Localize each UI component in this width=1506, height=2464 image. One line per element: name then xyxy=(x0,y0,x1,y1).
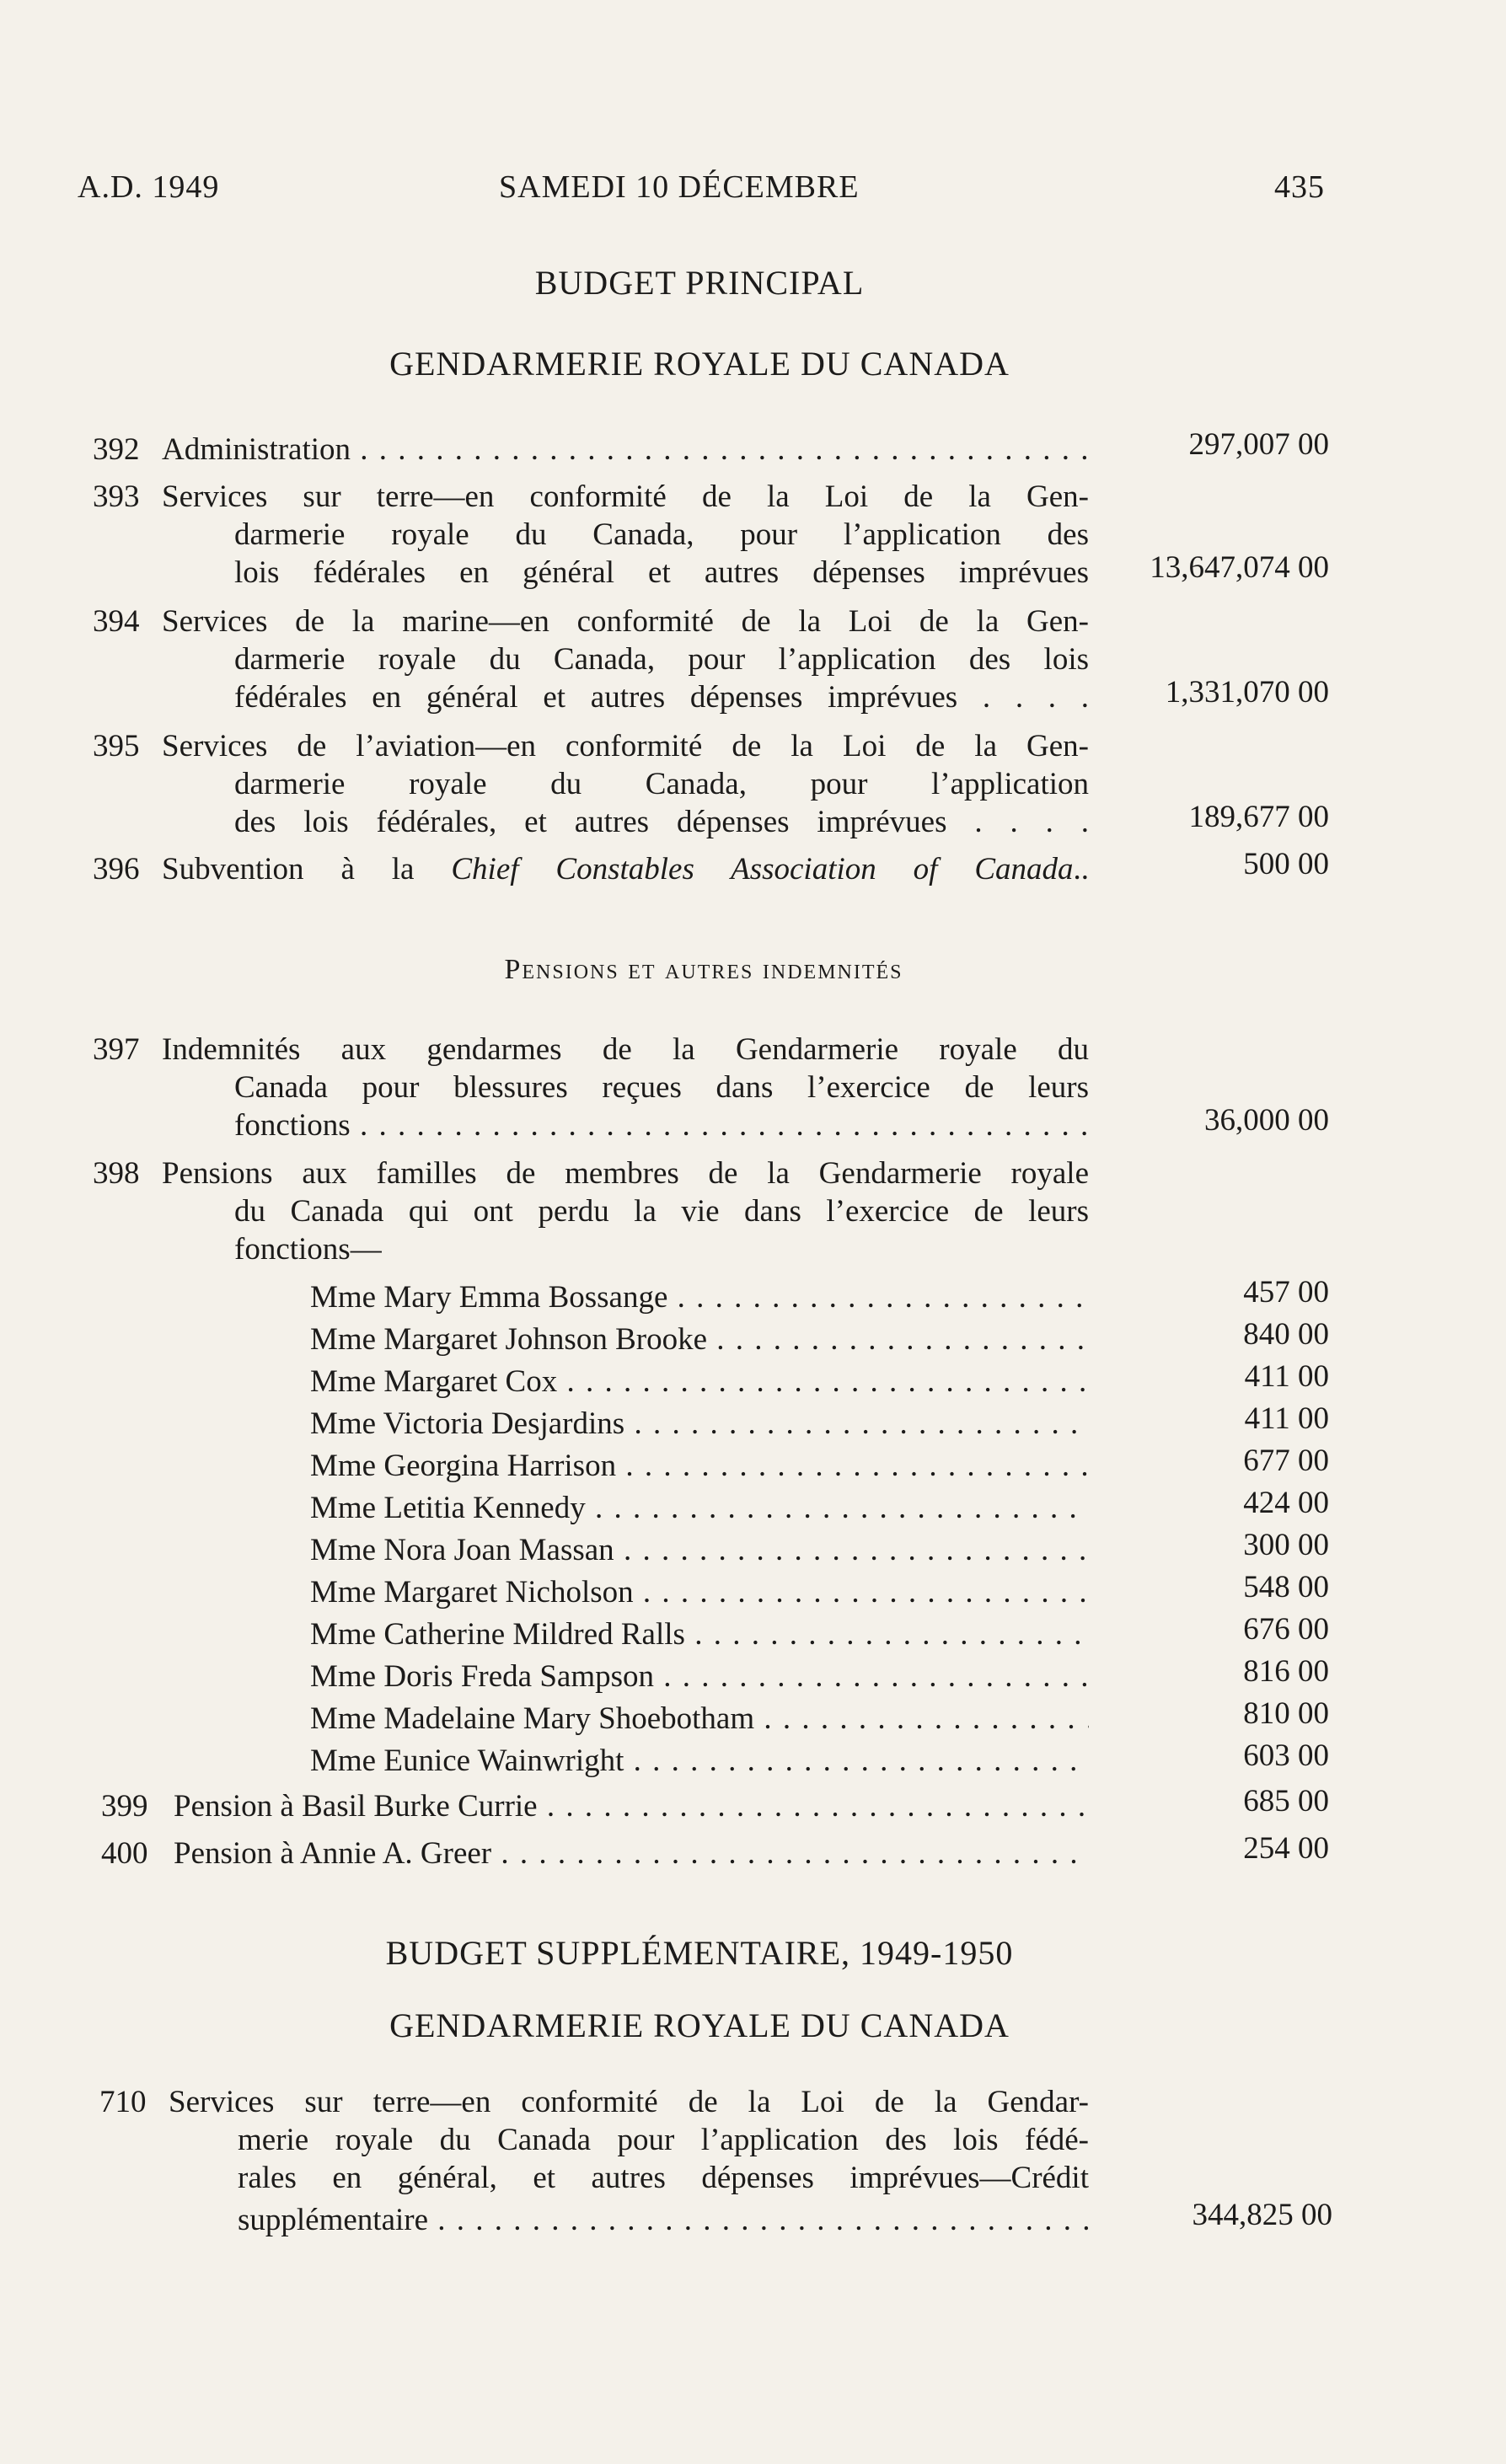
item-number: 398 xyxy=(93,1156,140,1191)
item-text: Pensions aux familles de membres de la Gendarmerie royale xyxy=(162,1156,1089,1191)
pension-name: Mme Letitia Kennedy . . . xyxy=(310,1490,1089,1527)
pension-name: Mme Madelaine Mary Shoebotham . . . xyxy=(310,1701,1089,1738)
pension-amount: 676 00 xyxy=(1243,1612,1329,1647)
running-header-title: SAMEDI 10 DÉCEMBRE xyxy=(499,169,860,205)
pension-name: Mme Eunice Wainwright . . . xyxy=(310,1743,1089,1780)
pension-name: Mme Georgina Harrison . . . xyxy=(310,1448,1089,1485)
item-number: 397 xyxy=(93,1032,140,1067)
item-text: supplémentaire . . . xyxy=(238,2202,1089,2239)
item-text: Pension à Annie A. Greer . . . xyxy=(174,1835,1089,1872)
pension-amount: 603 00 xyxy=(1243,1738,1329,1773)
item-text: fédérales en général et autres dépenses imprévues . . . . xyxy=(234,680,1089,715)
pension-name: Mme Victoria Desjardins . . . xyxy=(310,1406,1089,1443)
item-text: darmerie royale du Canada, pour l’application des xyxy=(234,517,1089,552)
pension-name: Mme Nora Joan Massan . . . xyxy=(310,1532,1089,1569)
item-text: merie royale du Canada pour l’application des lois fédé- xyxy=(238,2123,1089,2157)
item-text: Services de l’aviation—en conformité de la Loi de la Gen- xyxy=(162,729,1089,763)
item-text: darmerie royale du Canada, pour l’application des lois xyxy=(234,642,1089,677)
item-text: rales en général, et autres dépenses imprévues—Crédit xyxy=(238,2161,1089,2195)
item-text: lois fédérales en général et autres dépenses imprévues xyxy=(234,555,1089,590)
item-number: 392 xyxy=(93,432,140,467)
item-text: Pension à Basil Burke Currie . . . xyxy=(174,1788,1089,1825)
pension-amount: 548 00 xyxy=(1243,1570,1329,1604)
pension-amount: 840 00 xyxy=(1243,1317,1329,1352)
item-text: Canada pour blessures reçues dans l’exercice de leurs xyxy=(234,1070,1089,1105)
item-text: Subvention à la Chief Constables Association of Canada.. xyxy=(162,852,1089,887)
item-amount: 297,007 00 xyxy=(1188,427,1329,462)
item-amount: 500 00 xyxy=(1243,847,1329,881)
pension-amount: 677 00 xyxy=(1243,1444,1329,1478)
item-text: fonctions . . . xyxy=(234,1107,1089,1144)
running-header-date: A.D. 1949 xyxy=(78,169,220,205)
item-amount: 13,647,074 00 xyxy=(1150,550,1329,585)
pension-amount: 424 00 xyxy=(1243,1486,1329,1520)
pension-name: Mme Margaret Johnson Brooke . . . xyxy=(310,1321,1089,1358)
item-amount: 189,677 00 xyxy=(1188,800,1329,834)
pension-amount: 300 00 xyxy=(1243,1528,1329,1562)
supplementary-budget-title: BUDGET SUPPLÉMENTAIRE, 1949-1950 xyxy=(385,1934,1014,1972)
item-number: 395 xyxy=(93,729,140,763)
item-text: darmerie royale du Canada, pour l’application xyxy=(234,767,1089,801)
budget-title: BUDGET PRINCIPAL xyxy=(534,264,865,302)
item-number: 400 xyxy=(101,1836,148,1871)
item-text: Services de la marine—en conformité de la Loi de la Gen- xyxy=(162,604,1089,639)
pension-amount: 411 00 xyxy=(1244,1401,1329,1436)
page-number: 435 xyxy=(1274,169,1325,205)
pension-name: Mme Mary Emma Bossange . . . xyxy=(310,1279,1089,1316)
pension-name: Mme Doris Freda Sampson . . . xyxy=(310,1658,1089,1695)
item-text: Administration . . . xyxy=(162,431,1089,469)
item-text: des lois fédérales, et autres dépenses imprévues . . . . xyxy=(234,805,1089,839)
item-amount: 344,825 00 xyxy=(1192,2198,1332,2232)
pension-amount: 411 00 xyxy=(1244,1359,1329,1394)
item-number: 399 xyxy=(101,1789,148,1824)
pension-amount: 816 00 xyxy=(1243,1654,1329,1689)
subheading-pensions: Pensions et autres indemnités xyxy=(504,954,903,985)
item-amount: 1,331,070 00 xyxy=(1165,675,1329,710)
pension-amount: 810 00 xyxy=(1243,1696,1329,1731)
pension-amount: 457 00 xyxy=(1243,1275,1329,1310)
item-amount: 36,000 00 xyxy=(1204,1103,1329,1138)
item-text: du Canada qui ont perdu la vie dans l’exercice de leurs xyxy=(234,1194,1089,1229)
item-number: 394 xyxy=(93,604,140,639)
pension-name: Mme Catherine Mildred Ralls . . . xyxy=(310,1616,1089,1653)
item-number: 710 xyxy=(99,2085,147,2119)
section-heading: GENDARMERIE ROYALE DU CANADA xyxy=(389,345,1010,383)
pension-name: Mme Margaret Cox . . . xyxy=(310,1363,1089,1401)
section-heading: GENDARMERIE ROYALE DU CANADA xyxy=(389,2006,1010,2044)
item-number: 396 xyxy=(93,852,140,887)
item-text: Indemnités aux gendarmes de la Gendarmerie royale du xyxy=(162,1032,1089,1067)
item-amount: 685 00 xyxy=(1243,1784,1329,1819)
item-text: Services sur terre—en conformité de la Loi de la Gen- xyxy=(162,479,1089,514)
item-text: fonctions— xyxy=(234,1232,382,1267)
item-number: 393 xyxy=(93,479,140,514)
pension-name: Mme Margaret Nicholson . . . xyxy=(310,1574,1089,1611)
item-text: Services sur terre—en conformité de la Loi de la Gendar- xyxy=(169,2085,1089,2119)
item-amount: 254 00 xyxy=(1243,1831,1329,1866)
